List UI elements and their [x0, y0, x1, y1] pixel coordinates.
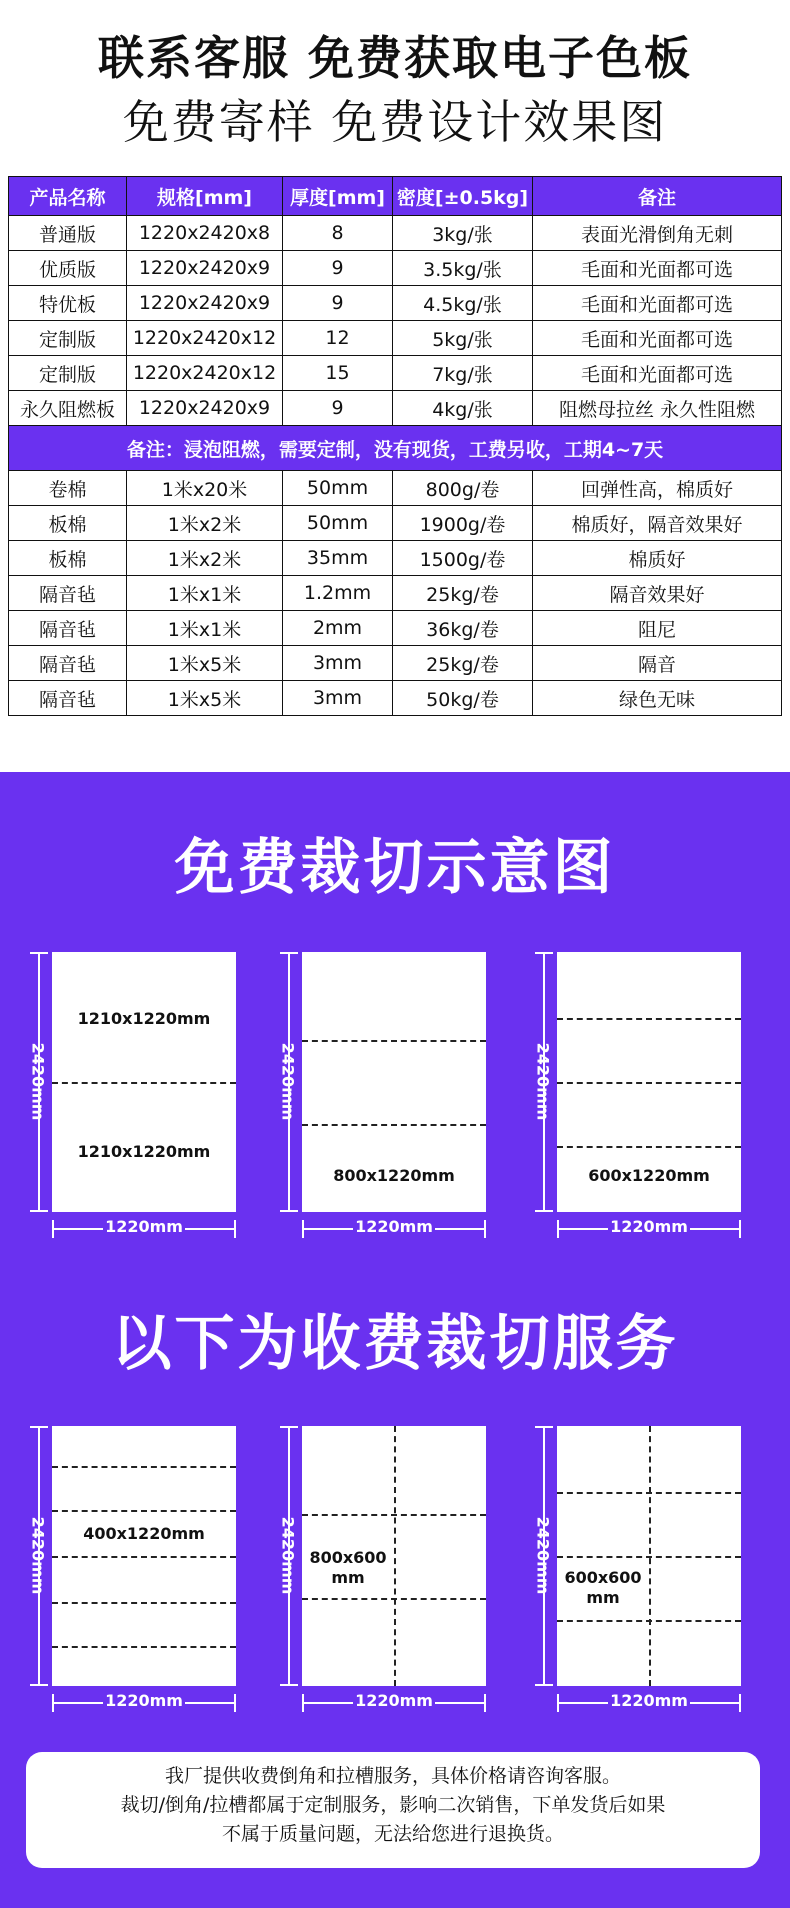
- table-cell: 定制版: [9, 356, 127, 391]
- table-cell: 隔音: [533, 646, 782, 681]
- table-cell: 隔音毡: [9, 611, 127, 646]
- table-cell: 1米x1米: [127, 611, 283, 646]
- piece-label: 800x1220mm: [333, 1166, 455, 1185]
- table-cell: 3mm: [283, 646, 393, 681]
- dimension-tick: [280, 1426, 298, 1428]
- table-cell: 4kg/张: [393, 391, 533, 426]
- board: [52, 952, 236, 1212]
- dimension-tick: [30, 1210, 48, 1212]
- table-cell: 表面光滑倒角无刺: [533, 216, 782, 251]
- width-label-text: 1220mm: [610, 1691, 688, 1710]
- table-cell: 50mm: [283, 506, 393, 541]
- dimension-tick: [535, 952, 553, 954]
- table-cell: 卷棉: [9, 471, 127, 506]
- table-cell: 3.5kg/张: [393, 251, 533, 286]
- width-label-text: 1220mm: [105, 1217, 183, 1236]
- board: [52, 1426, 236, 1686]
- table-row: [9, 251, 782, 286]
- width-label-text: 1220mm: [610, 1217, 688, 1236]
- table-cell: 板棉: [9, 506, 127, 541]
- table-row: [9, 356, 782, 391]
- table-cell: 隔音毡: [9, 646, 127, 681]
- width-label: [52, 1217, 236, 1236]
- table-cell: 800g/卷: [393, 471, 533, 506]
- table-header-row: [9, 177, 782, 216]
- height-label: 2420mm: [533, 1042, 553, 1121]
- table-cell: 1500g/卷: [393, 541, 533, 576]
- table-cell: 9: [283, 391, 393, 426]
- column-header: 备注: [533, 177, 782, 216]
- dimension-tick: [30, 1684, 48, 1686]
- table-cell: 36kg/卷: [393, 611, 533, 646]
- table-row: [9, 681, 782, 716]
- table-row: [9, 471, 782, 506]
- height-label: 2420mm: [278, 1516, 298, 1595]
- cut-line: [52, 1602, 236, 1604]
- table-cell: 1220x2420x9: [127, 391, 283, 426]
- piece-label: 400x1220mm: [83, 1524, 205, 1543]
- table-cell: 12: [283, 321, 393, 356]
- piece-label: 800x600: [309, 1548, 387, 1567]
- table-cell: 毛面和光面都可选: [533, 356, 782, 391]
- cut-line: [557, 1620, 741, 1622]
- spec-table: [8, 176, 782, 716]
- table-cell: 25kg/卷: [393, 646, 533, 681]
- table-cell: 5kg/张: [393, 321, 533, 356]
- width-label: [557, 1691, 741, 1710]
- column-header: 规格[mm]: [127, 177, 283, 216]
- cut-line: [557, 1492, 741, 1494]
- table-row: [9, 216, 782, 251]
- cut-line: [52, 1466, 236, 1468]
- table-cell: 35mm: [283, 541, 393, 576]
- width-label-text: 1220mm: [355, 1217, 433, 1236]
- width-label: [302, 1217, 486, 1236]
- table-row: [9, 646, 782, 681]
- column-header: 密度[±0.5kg]: [393, 177, 533, 216]
- table-cell: 3kg/张: [393, 216, 533, 251]
- board: [302, 952, 486, 1212]
- column-header: 厚度[mm]: [283, 177, 393, 216]
- cut-line: [52, 1556, 236, 1558]
- piece-label: 600x1220mm: [588, 1166, 710, 1185]
- table-cell: 1900g/卷: [393, 506, 533, 541]
- paid-cutting-title: 以下为收费裁切服务: [111, 1309, 679, 1379]
- table-cell: 回弹性高，棉质好: [533, 471, 782, 506]
- table-cell: 15: [283, 356, 393, 391]
- cut-line: [52, 1510, 236, 1512]
- table-row: [9, 321, 782, 356]
- table-cell: 1220x2420x9: [127, 251, 283, 286]
- free-cutting-title: 免费裁切示意图: [174, 833, 616, 903]
- piece-label: mm: [331, 1568, 365, 1587]
- cut-line: [302, 1040, 486, 1042]
- cut-line: [302, 1598, 486, 1600]
- dimension-tick: [535, 1684, 553, 1686]
- cut-line: [394, 1426, 396, 1686]
- table-note: 备注：浸泡阻燃，需要定制，没有现货，工费另收，工期4~7天: [9, 426, 782, 471]
- table-cell: 1米x5米: [127, 646, 283, 681]
- cut-line: [302, 1514, 486, 1516]
- table-row: [9, 576, 782, 611]
- table-cell: 1米x20米: [127, 471, 283, 506]
- table-row: [9, 611, 782, 646]
- table-cell: 棉质好: [533, 541, 782, 576]
- cut-line: [557, 1018, 741, 1020]
- paid-diagram-2: [278, 1426, 508, 1716]
- table-cell: 1220x2420x8: [127, 216, 283, 251]
- table-row: [9, 391, 782, 426]
- table-cell: 毛面和光面都可选: [533, 251, 782, 286]
- table-cell: 永久阻燃板: [9, 391, 127, 426]
- header-line-2: 免费寄样 免费设计效果图: [122, 95, 668, 149]
- height-label: 2420mm: [28, 1042, 48, 1121]
- table-cell: 1米x1米: [127, 576, 283, 611]
- table-cell: 9: [283, 286, 393, 321]
- dimension-tick: [280, 1210, 298, 1212]
- table-cell: 毛面和光面都可选: [533, 321, 782, 356]
- table-cell: 隔音效果好: [533, 576, 782, 611]
- table-cell: 50mm: [283, 471, 393, 506]
- table-cell: 4.5kg/张: [393, 286, 533, 321]
- cut-line: [52, 1646, 236, 1648]
- cut-line: [557, 1082, 741, 1084]
- table-cell: 隔音毡: [9, 576, 127, 611]
- table-cell: 1米x5米: [127, 681, 283, 716]
- cut-line: [52, 1082, 236, 1084]
- table-cell: 1米x2米: [127, 506, 283, 541]
- cut-diagram-3: [533, 952, 763, 1242]
- table-cell: 阻尼: [533, 611, 782, 646]
- width-label-text: 1220mm: [105, 1691, 183, 1710]
- table-cell: 1.2mm: [283, 576, 393, 611]
- dimension-tick: [30, 1426, 48, 1428]
- width-label-text: 1220mm: [355, 1691, 433, 1710]
- table-cell: 50kg/卷: [393, 681, 533, 716]
- table-cell: 1米x2米: [127, 541, 283, 576]
- piece-label: mm: [586, 1588, 620, 1607]
- column-header: 产品名称: [9, 177, 127, 216]
- table-cell: 特优板: [9, 286, 127, 321]
- table-row: [9, 541, 782, 576]
- cut-diagram-2: [278, 952, 508, 1242]
- width-label: [557, 1217, 741, 1236]
- notice-line: 不属于质量问题，无法给您进行退换货。: [221, 1823, 564, 1845]
- width-label: [302, 1691, 486, 1710]
- table-cell: 定制版: [9, 321, 127, 356]
- header: [0, 0, 790, 172]
- table-cell: 棉质好，隔音效果好: [533, 506, 782, 541]
- piece-label: 1210x1220mm: [77, 1142, 211, 1161]
- notice-line: 裁切/倒角/拉槽都属于定制服务，影响二次销售，下单发货后如果: [120, 1794, 666, 1816]
- notice-box: [26, 1752, 760, 1868]
- height-label: 2420mm: [28, 1516, 48, 1595]
- height-label: 2420mm: [533, 1516, 553, 1595]
- table-cell: 隔音毡: [9, 681, 127, 716]
- cut-diagram-1: [28, 952, 258, 1242]
- dimension-tick: [535, 1210, 553, 1212]
- dimension-tick: [280, 952, 298, 954]
- width-label: [52, 1691, 236, 1710]
- table-cell: 9: [283, 251, 393, 286]
- height-label: 2420mm: [278, 1042, 298, 1121]
- table-cell: 1220x2420x12: [127, 321, 283, 356]
- piece-label: 1210x1220mm: [77, 1009, 211, 1028]
- table-row: [9, 506, 782, 541]
- table-cell: 7kg/张: [393, 356, 533, 391]
- table-cell: 毛面和光面都可选: [533, 286, 782, 321]
- table-cell: 3mm: [283, 681, 393, 716]
- board: [557, 952, 741, 1212]
- table-cell: 25kg/卷: [393, 576, 533, 611]
- table-cell: 板棉: [9, 541, 127, 576]
- table-cell: 1220x2420x12: [127, 356, 283, 391]
- cut-line: [302, 1124, 486, 1126]
- table-row: [9, 286, 782, 321]
- table-note-row: [9, 426, 782, 471]
- cut-line: [557, 1146, 741, 1148]
- cut-line: [557, 1556, 741, 1558]
- table-cell: 优质版: [9, 251, 127, 286]
- table-cell: 阻燃母拉丝 永久性阻燃: [533, 391, 782, 426]
- board: [302, 1426, 486, 1686]
- table-cell: 2mm: [283, 611, 393, 646]
- dimension-tick: [535, 1426, 553, 1428]
- header-line-1: 联系客服 免费获取电子色板: [97, 31, 692, 85]
- paid-diagram-3: [533, 1426, 763, 1716]
- table-cell: 普通版: [9, 216, 127, 251]
- table-cell: 1220x2420x9: [127, 286, 283, 321]
- piece-label: 600x600: [564, 1568, 642, 1587]
- dimension-tick: [30, 952, 48, 954]
- paid-diagram-1: [28, 1426, 258, 1716]
- table-cell: 8: [283, 216, 393, 251]
- board: [557, 1426, 741, 1686]
- notice-line: 我厂提供收费倒角和拉槽服务，具体价格请咨询客服。: [164, 1765, 621, 1787]
- table-cell: 绿色无味: [533, 681, 782, 716]
- dimension-tick: [280, 1684, 298, 1686]
